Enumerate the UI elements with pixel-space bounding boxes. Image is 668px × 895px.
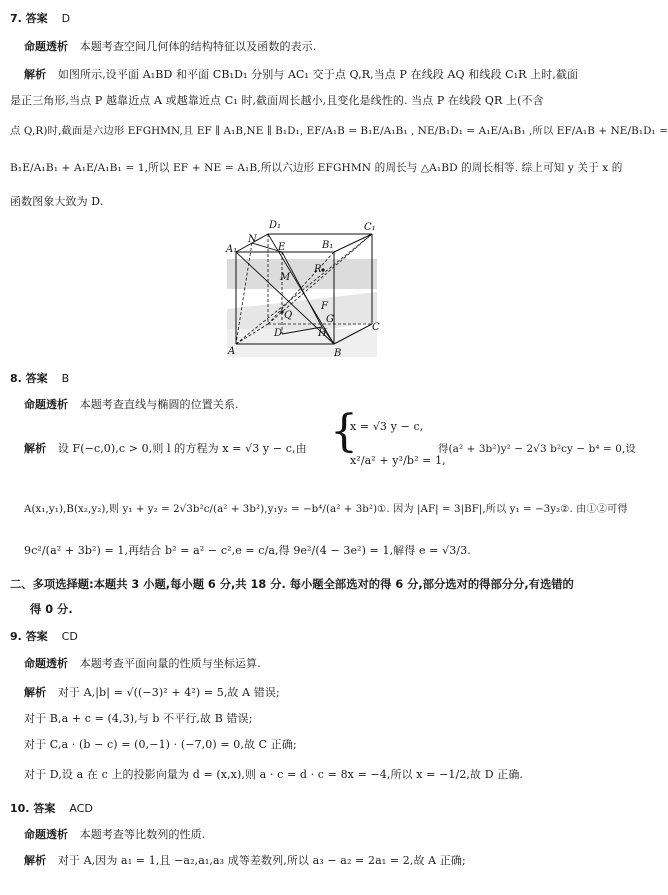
q7-analysis-text: 本题考查空间几何体的结构特征以及函数的表示. (79, 40, 317, 53)
q7-solution-line-5: 函数图象大致为 D. (10, 195, 104, 208)
q8-system-eq-1: x = √3 y − c, (350, 420, 424, 433)
label-C1: C₁ (364, 222, 376, 233)
label-A1: A₁ (226, 244, 238, 255)
q8-analysis (24, 396, 239, 412)
q9-header (10, 628, 78, 644)
q9-analysis (24, 655, 261, 671)
label-R: R (314, 264, 322, 275)
q8-label: 8. 答案 (10, 372, 48, 385)
q9-solution-A (24, 684, 280, 700)
q10-label: 10. 答案 (10, 802, 56, 815)
cube-figure (222, 214, 382, 360)
label-D: D (274, 328, 283, 339)
q8-header (10, 370, 69, 386)
label-F: F (321, 301, 328, 312)
q7-solution-line-4: B₁E/A₁B₁ + A₁E/A₁B₁ = 1,所以 EF + NE = A₁B,所以六边形 EFGHMN 的周长与 △A₁BD 的周长相等. 综上可知 y 关于 x 的 (10, 162, 623, 174)
q10-header (10, 800, 93, 816)
q8-answer: B (61, 372, 70, 385)
q9-analysis-tag: 命题透析 (24, 657, 68, 670)
q8-solution-line-1a (24, 440, 307, 456)
section-2-title: 二、多项选择题:本题共 3 小题,每小题 6 分,共 18 分. 每小题全部选对的得 6 分,部分选对的得部分分,有选错的 (10, 578, 574, 591)
q10-solution-tag: 解析 (24, 854, 47, 867)
q7-answer: D (61, 12, 71, 25)
label-C: C (372, 322, 380, 333)
label-N: N (248, 234, 257, 245)
q8-analysis-text: 本题考查直线与椭圆的位置关系. (79, 398, 239, 411)
label-D1: D₁ (269, 220, 282, 231)
q8-solution-tag: 解析 (24, 442, 47, 455)
label-Q: Q (284, 310, 293, 321)
q10-line-A-text: 对于 A,因为 a₁ = 1,且 −a₂,a₁,a₃ 成等差数列,所以 a₃ − a₂ = 2a₁ = 2,故 A 正确; (57, 854, 466, 867)
q9-analysis-text: 本题考查平面向量的性质与坐标运算. (79, 657, 261, 670)
q7-analysis-tag: 命题透析 (24, 40, 68, 53)
q9-solution-B: 对于 B,a + c = (4,3),与 b 不平行,故 B 错误; (24, 712, 253, 725)
q8-line-1a-text: 设 F(−c,0),c > 0,则 l 的方程为 x = √3 y − c,由 (57, 442, 307, 455)
q9-solution-tag: 解析 (24, 686, 47, 699)
q9-solution-C: 对于 C,a · (b − c) = (0,−1) · (−7,0) = 0,故 C 正确; (24, 738, 297, 751)
q7-header (10, 10, 70, 26)
q10-analysis (24, 826, 205, 842)
q10-solution-A (24, 852, 466, 868)
q10-analysis-text: 本题考查等比数列的性质. (79, 828, 206, 841)
q7-solution-line-3: 点 Q,R)时,截面是六边形 EFGHMN,且 EF ∥ A₁B,NE ∥ B₁D₁, EF/A₁B = B₁E/A₁B₁ , NE/B₁D₁ = A₁E/A₁B₁ ,所以 EF/A₁B + NE/B₁D₁ = (10, 125, 668, 137)
q9-label: 9. 答案 (10, 630, 48, 643)
label-H: H (318, 328, 327, 339)
label-E: E (278, 242, 286, 253)
label-B1: B₁ (322, 240, 334, 251)
q10-answer: ACD (69, 802, 93, 815)
q9-answer: CD (61, 630, 78, 643)
q8-system-eq-2: x²/a² + y²/b² = 1, (350, 454, 446, 467)
system-brace: { (330, 406, 358, 457)
q7-solution-line-2: 是正三角形,当点 P 越靠近点 A 或越靠近点 C₁ 时,截面周长越小,且变化是线性的. 当点 P 在线段 QR 上(不含 (10, 94, 544, 107)
q8-solution-line-3: 9c²/(a² + 3b²) = 1,再结合 b² = a² − c²,e = c/a,得 9e²/(4 − 3e²) = 1,解得 e = √3/3. (24, 544, 471, 557)
section-2-title-cont: 得 0 分. (30, 603, 73, 616)
q7-analysis (24, 38, 316, 54)
label-A: A (228, 346, 236, 357)
q7-solution-tag: 解析 (24, 68, 47, 81)
label-G: G (326, 314, 334, 325)
q8-analysis-tag: 命题透析 (24, 398, 68, 411)
label-B: B (334, 348, 342, 359)
label-M: M (280, 272, 291, 283)
q8-solution-line-2: A(x₁,y₁),B(x₂,y₂),则 y₁ + y₂ = 2√3b²c/(a² + 3b²),y₁y₂ = −b⁴/(a² + 3b²)①. 因为 |AF| = 3|BF|,所以 y₁ = −3y₂②. 由①②可得 (24, 504, 628, 515)
q7-solution-line-1 (24, 66, 578, 82)
q9-line-A-text: 对于 A,|b| = √((−3)² + 4²) = 5,故 A 错误; (57, 686, 280, 699)
q9-solution-D: 对于 D,设 a 在 c 上的投影向量为 d = (x,x),则 a · c = d · c = 8x = −4,所以 x = −1/2,故 D 正确. (24, 768, 524, 781)
q10-analysis-tag: 命题透析 (24, 828, 68, 841)
q8-solution-line-1b: 得(a² + 3b²)y² − 2√3 b²cy − b⁴ = 0,设 (438, 443, 636, 455)
q7-line-1-text: 如图所示,设平面 A₁BD 和平面 CB₁D₁ 分别与 AC₁ 交于点 Q,R,当点 P 在线段 AQ 和线段 C₁R 上时,截面 (57, 68, 579, 81)
q7-label: 7. 答案 (10, 12, 48, 25)
